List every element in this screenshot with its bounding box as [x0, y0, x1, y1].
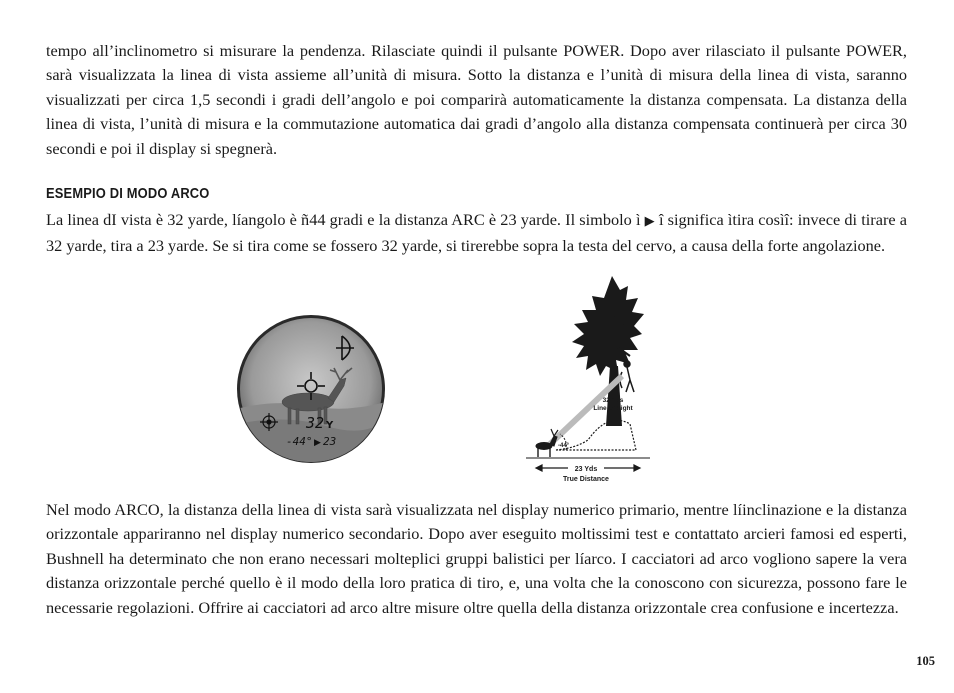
deer-icon: [536, 429, 558, 457]
body-paragraph-3: Nel modo ARCO, la distanza della linea di vista sarà visualizzata nel display numerico primario, mentre líinclinazione e la distanza orizzontale appariranno nel display numerico secondario. Dopo aver eseguito moltissimi test e contattato arcieri famosi ed esperti, Bushnell ha determinato che non erano necessari molteplici gruppi balistici per líarco. I cacciatori ad arco vogliono sapere la vera distanza orizzontale perché quello è il modo della loro pratica di tiro, e, una volta che la conoscono con sicurezza, possono fare le necessarie regolazioni. Offrire ai cacciatori ad arco altre misure oltre quella della distanza orizzontale crea confusione e incertezza.: [46, 500, 907, 617]
angle-label: -44°: [558, 443, 570, 449]
true-distance-value: 23 Yds: [574, 466, 598, 473]
scope-angle-reading: -44°: [286, 435, 313, 448]
body-paragraph-1: tempo all’inclinometro si misurare la pendenza. Rilasciate quindi il pulsante POWER. Dopo aver rilasciato il pulsante POWER, sarà visualizzata la linea di vista assieme all’unità di misura. Sotto la distanza e l’unità di misura della linea di vista, saranno visualizzati per circa 1,5 secondi i gradi dell’angolo e poi comparirà automaticamente la distanza compensata. La distanza della linea di vista, l’unità di misura e la commutazione automatica dai gradi d’angolo alla distanza compensata continuerà per circa 30 secondi e poi il display si spegnerà.: [46, 41, 907, 158]
true-distance-label: True Distance: [563, 476, 609, 483]
body-paragraph-2: [46, 208, 907, 259]
arc-mode-diagram: [526, 276, 666, 488]
section-heading: ESEMPIO DI MODO ARCO: [46, 185, 210, 202]
scope-arrow-icon: ▶: [314, 438, 321, 448]
arrow-symbol: ▶: [644, 214, 655, 229]
line-of-sight-value: 32 Yds: [602, 397, 624, 404]
rangefinder-scope-view: [236, 314, 386, 464]
page-number: 105: [916, 654, 935, 668]
paragraph-2-text-a: La linea dI vista è 32 yarde, líangolo è ñ44 gradi e la distanza ARC è 23 yarde. Il simbolo ì: [46, 210, 645, 229]
scope-unit: Y: [326, 420, 334, 431]
scope-primary-reading: 32: [306, 414, 325, 432]
scope-compensated-reading: 23: [323, 435, 337, 448]
paragraph-2-text-b: î significa ìtira cosìî: invece di tirare a 32 yarde, tira a 23 yarde. Se si tira come se fossero 32 yarde, si tirerebbe sopra la testa del cervo, a causa della forte angolazione.: [46, 210, 907, 256]
line-of-sight-label: Line of Sight: [593, 405, 633, 412]
